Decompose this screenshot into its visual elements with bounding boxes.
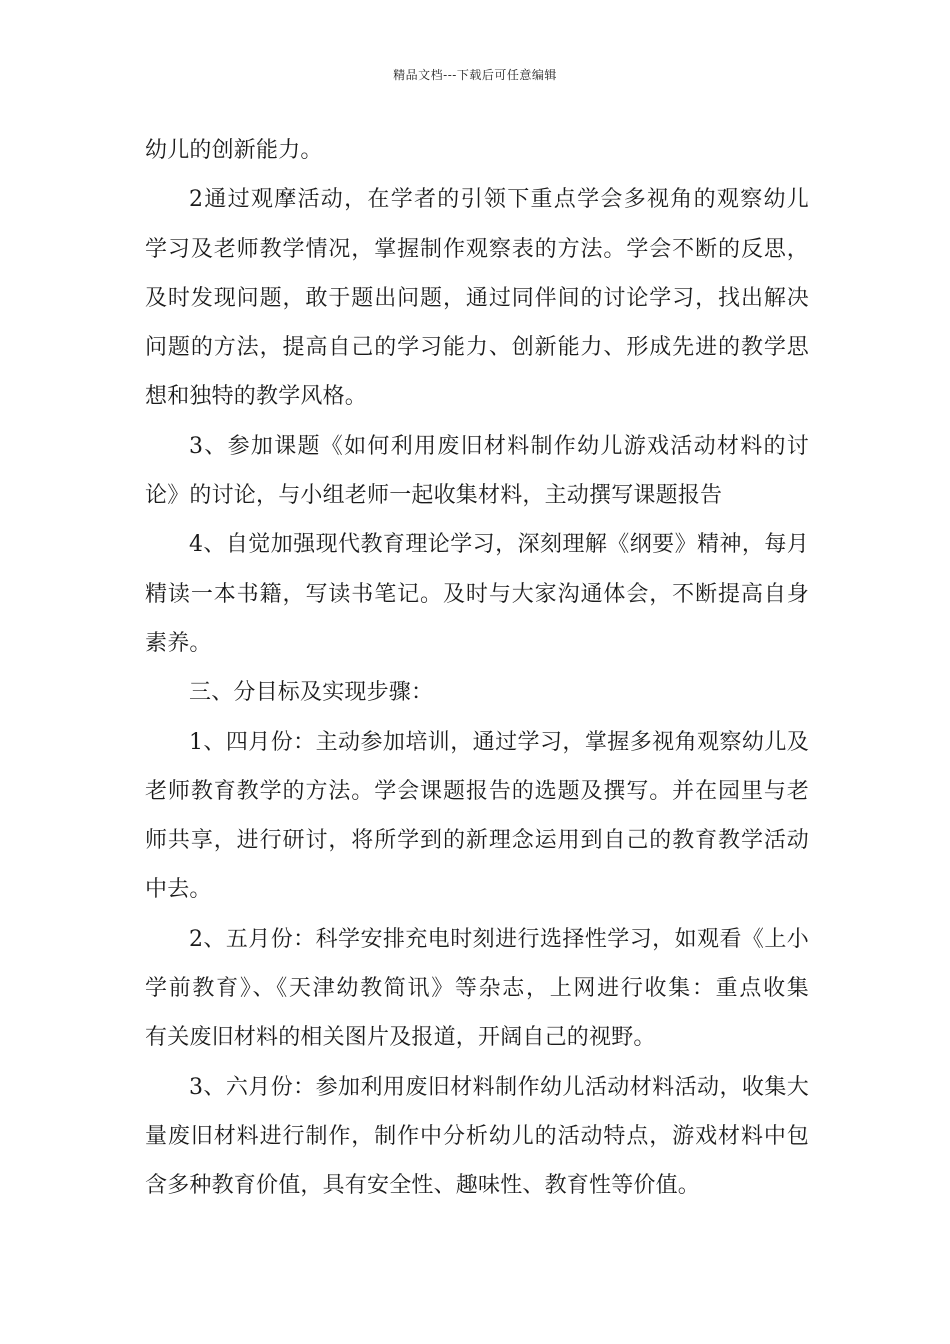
text-line: 师共享，进行研讨，将所学到的新理念运用到自己的教育教学活动 bbox=[145, 828, 809, 854]
text-line: 3、参加课题《如何利用废旧材料制作幼儿游戏活动材料的讨 bbox=[189, 433, 809, 459]
text-line: 学前教育》、《天津幼教简讯》等杂志，上网进行收集：重点收集 bbox=[145, 976, 809, 1002]
text-line: 3、六月份：参加利用废旧材料制作幼儿活动材料活动，收集大 bbox=[189, 1074, 809, 1100]
section-heading: 三、分目标及实现步骤： bbox=[189, 680, 434, 706]
text-line: 量废旧材料进行制作，制作中分析幼儿的活动特点，游戏材料中包 bbox=[145, 1123, 809, 1149]
document-body bbox=[145, 126, 809, 1211]
page-header: 精品文档---下载后可任意编辑 bbox=[393, 68, 557, 82]
text-line: 及时发现问题，敢于题出问题，通过同伴间的讨论学习，找出解决 bbox=[145, 285, 809, 311]
text-line: 有关废旧材料的相关图片及报道，开阔自己的视野。 bbox=[145, 1025, 656, 1051]
text-line: 学习及老师教学情况，掌握制作观察表的方法。学会不断的反思， bbox=[145, 236, 809, 262]
text-line: 想和独特的教学风格。 bbox=[145, 384, 368, 410]
text-line: 1、四月份：主动参加培训，通过学习，掌握多视角观察幼儿及 bbox=[189, 729, 809, 755]
text-line: 2通过观摩活动，在学者的引领下重点学会多视角的观察幼儿 bbox=[189, 187, 809, 213]
text-line: 2、五月份：科学安排充电时刻进行选择性学习，如观看《上小 bbox=[189, 926, 809, 952]
text-line: 含多种教育价值，具有安全性、趣味性、教育性等价值。 bbox=[145, 1173, 701, 1199]
text-line: 问题的方法，提高自己的学习能力、创新能力、形成先进的教学思 bbox=[145, 335, 809, 361]
text-line: 论》的讨论，与小组老师一起收集材料，主动撰写课题报告 bbox=[145, 483, 723, 509]
text-line: 4、自觉加强现代教育理论学习，深刻理解《纲要》精神，每月 bbox=[189, 532, 809, 558]
text-line: 素养。 bbox=[145, 630, 212, 656]
text-line: 老师教育教学的方法。学会课题报告的选题及撰写。并在园里与老 bbox=[145, 778, 809, 804]
text-line: 幼儿的创新能力。 bbox=[145, 138, 323, 163]
text-line: 中去。 bbox=[145, 877, 212, 903]
text-line: 精读一本书籍，写读书笔记。及时与大家沟通体会，不断提高自身 bbox=[145, 581, 809, 607]
